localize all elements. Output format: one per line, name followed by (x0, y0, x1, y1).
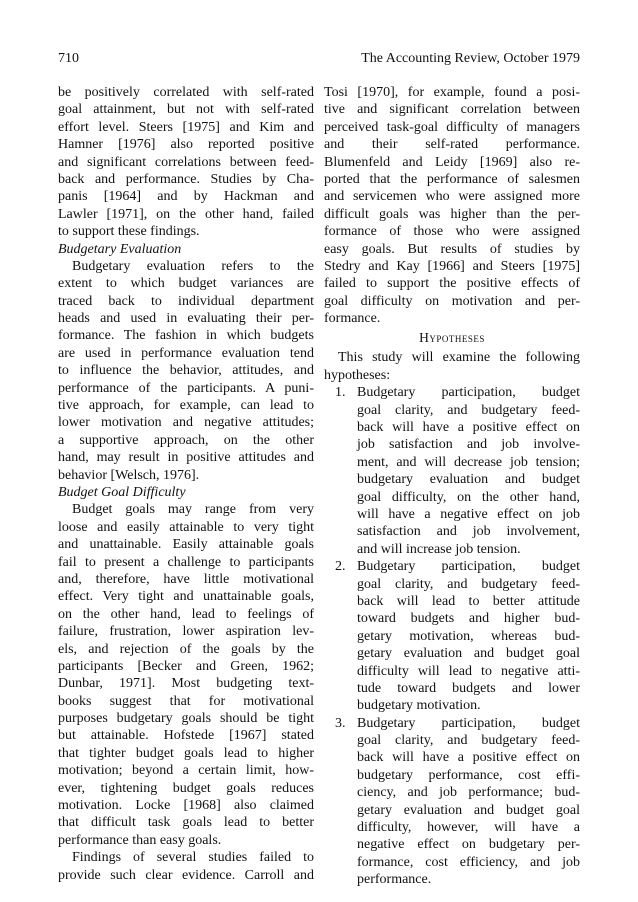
text-line: will have a negative effect on job (357, 506, 580, 522)
text-line: panis [1964] and by Hackman and (58, 189, 314, 205)
hypothesis-number: 2. (335, 559, 346, 575)
text-line: failure, frustration, lower aspiration lev- (58, 624, 314, 640)
text-line: Tosi [1970], for example, found a posi- (324, 85, 580, 100)
section-heading-budget-goal-difficulty: Budget Goal Difficulty (58, 484, 186, 500)
text-line: performance of the participants. A puni- (58, 380, 314, 396)
text-line: books suggest that for motivational (58, 693, 314, 709)
text-line: goal difficulty, on the other hand, (357, 489, 580, 505)
text-line: Budgetary evaluation refers to the (72, 258, 314, 274)
hypothesis-number: 1. (335, 385, 346, 401)
text-line: Budget goals may range from very (72, 502, 314, 518)
text-line: difficulty, however, will have a (357, 820, 580, 836)
text-line: that tighter budget goals lead to higher (58, 745, 314, 761)
text-line: hypotheses: (324, 367, 391, 383)
text-line: formance. (324, 311, 381, 327)
left-column (58, 84, 314, 884)
text-line: perceived task-goal difficulty of managers (324, 119, 580, 135)
text-line: extent to which budget variances are (58, 276, 314, 292)
text-line: Dunbar, 1971]. Most budgeting text- (58, 676, 314, 692)
text-line: hand, may result in positive attitudes and (58, 450, 314, 466)
text-line: ever, tightening budget goals reduces (58, 780, 314, 796)
text-line: easy goals. But results of studies by (324, 241, 580, 257)
text-line: budgetary motivation. (357, 698, 481, 714)
text-line: heads and used in evaluating their per- (58, 311, 314, 327)
text-line: goal attainment, but not with self-rated (58, 102, 314, 118)
text-line: and unattainable. Easily attainable goals (58, 537, 314, 553)
text-line: Hamner [1976] also reported positive (58, 137, 314, 153)
text-line: failed to support the positive effects of (324, 276, 580, 292)
text-line: Budgetary participation, budget (357, 559, 580, 575)
text-line: tive approach, for example, can lead to (58, 398, 314, 414)
text-line: ment, and will decrease job tension; (357, 454, 580, 470)
text-line: provide such clear evidence. Carroll and (58, 867, 314, 883)
text-line: negative effect on budgetary per- (357, 837, 580, 853)
text-line: performance. (357, 872, 432, 888)
text-line: motivation; beyond a certain limit, how- (58, 763, 314, 779)
text-line: els, and rejection of the goals by the (58, 641, 314, 657)
text-line: job satisfaction and job involve- (357, 437, 580, 453)
text-line: difficult goals was higher than the per- (324, 206, 580, 222)
text-line: loose and easily attainable to very tight (58, 519, 314, 535)
text-line: a supportive approach, on the other (58, 432, 314, 448)
text-line: getary evaluation and budget goal (357, 802, 580, 818)
text-line: Stedry and Kay [1966] and Steers [1975] (324, 258, 580, 274)
text-line: Budgetary participation, budget (357, 715, 580, 731)
right-column (324, 84, 580, 889)
text-line: effect. Very tight and unattainable goals, (58, 589, 314, 605)
text-line: but attainable. Hofstede [1967] stated (58, 728, 314, 744)
text-line: behavior [Welsch, 1976]. (58, 467, 200, 483)
hypothesis-item (324, 558, 580, 715)
text-line: to influence the behavior, attitudes, and (58, 363, 314, 379)
text-line: effort level. Steers [1975] and Kim and (58, 119, 314, 135)
text-line: back and performance. Studies by Cha- (58, 171, 314, 187)
text-line: participants [Becker and Green, 1962; (58, 658, 314, 674)
text-line: on the other hand, lead to feelings of (58, 606, 314, 622)
text-line: and will increase job tension. (357, 541, 521, 557)
text-line: goal difficulty on motivation and per- (324, 293, 580, 309)
text-line: Blumenfeld and Leidy [1969] also re- (324, 154, 580, 170)
text-line: satisfaction and job involvement, (357, 524, 580, 540)
text-line: Budgetary participation, budget (357, 385, 580, 401)
text-line: budgetary evaluation and budget (357, 472, 580, 488)
text-line: getary evaluation and budget goal (357, 646, 580, 662)
text-line: getary motivation, whereas bud- (357, 628, 580, 644)
hypothesis-item (324, 715, 580, 889)
text-line: performance than easy goals. (58, 832, 222, 848)
text-line: traced back to individual department (58, 293, 314, 309)
section-heading-budgetary-evaluation: Budgetary Evaluation (58, 241, 182, 257)
text-line: formance. The fashion in which budgets (58, 328, 314, 344)
text-line: fail to present a challenge to participants (58, 554, 314, 570)
text-line: to support these findings. (58, 224, 200, 240)
page-header (58, 50, 580, 68)
text-line: are used in performance evaluation tend (58, 345, 314, 361)
hypothesis-item (324, 384, 580, 558)
text-line: motivation. Locke [1968] also claimed (58, 798, 314, 814)
text-line: formance of those who were assigned (324, 224, 580, 240)
page-number: 710 (58, 51, 79, 66)
text-line: goal clarity, and budgetary feed- (357, 402, 580, 418)
text-line: toward budgets and higher bud- (357, 611, 580, 627)
text-line: lower motivation and negative attitudes; (58, 415, 314, 431)
text-line: and servicemen who were assigned more (324, 189, 580, 205)
text-line: purposes budgetary goals should be tight (58, 711, 314, 727)
text-line: tive and significant correlation between (324, 102, 580, 118)
text-line: ciency, and job performance; bud- (357, 785, 580, 801)
section-heading-hypotheses: Hypotheses (419, 330, 485, 346)
text-line: budgetary performance, cost effi- (357, 767, 580, 783)
text-line: ported that the performance of salesmen (324, 171, 580, 187)
text-line: and significant correlations between feed- (58, 154, 314, 170)
text-line: Lawler [1971], on the other hand, failed (58, 206, 314, 222)
text-line: tude toward budgets and lower (357, 680, 580, 696)
text-line: be positively correlated with self-rated (58, 85, 314, 100)
text-line: difficulty will lead to negative atti- (357, 663, 580, 679)
text-line: back will have a positive effect on (357, 750, 580, 766)
text-line: and their self-rated performance. (324, 137, 580, 153)
hypothesis-number: 3. (335, 715, 346, 731)
text-line: back will have a positive effect on (357, 420, 580, 436)
text-line: goal clarity, and budgetary feed- (357, 576, 580, 592)
running-head: The Accounting Review, October 1979 (361, 51, 580, 66)
text-line: Findings of several studies failed to (72, 850, 314, 866)
text-line: goal clarity, and budgetary feed- (357, 733, 580, 749)
text-line: formance, cost efficiency, and job (357, 854, 580, 870)
text-line: back will lead to better attitude (357, 593, 580, 609)
text-line: that difficult task goals lead to better (58, 815, 314, 831)
text-line: and, therefore, have little motivational (58, 571, 314, 587)
text-line: This study will examine the following (338, 350, 580, 366)
